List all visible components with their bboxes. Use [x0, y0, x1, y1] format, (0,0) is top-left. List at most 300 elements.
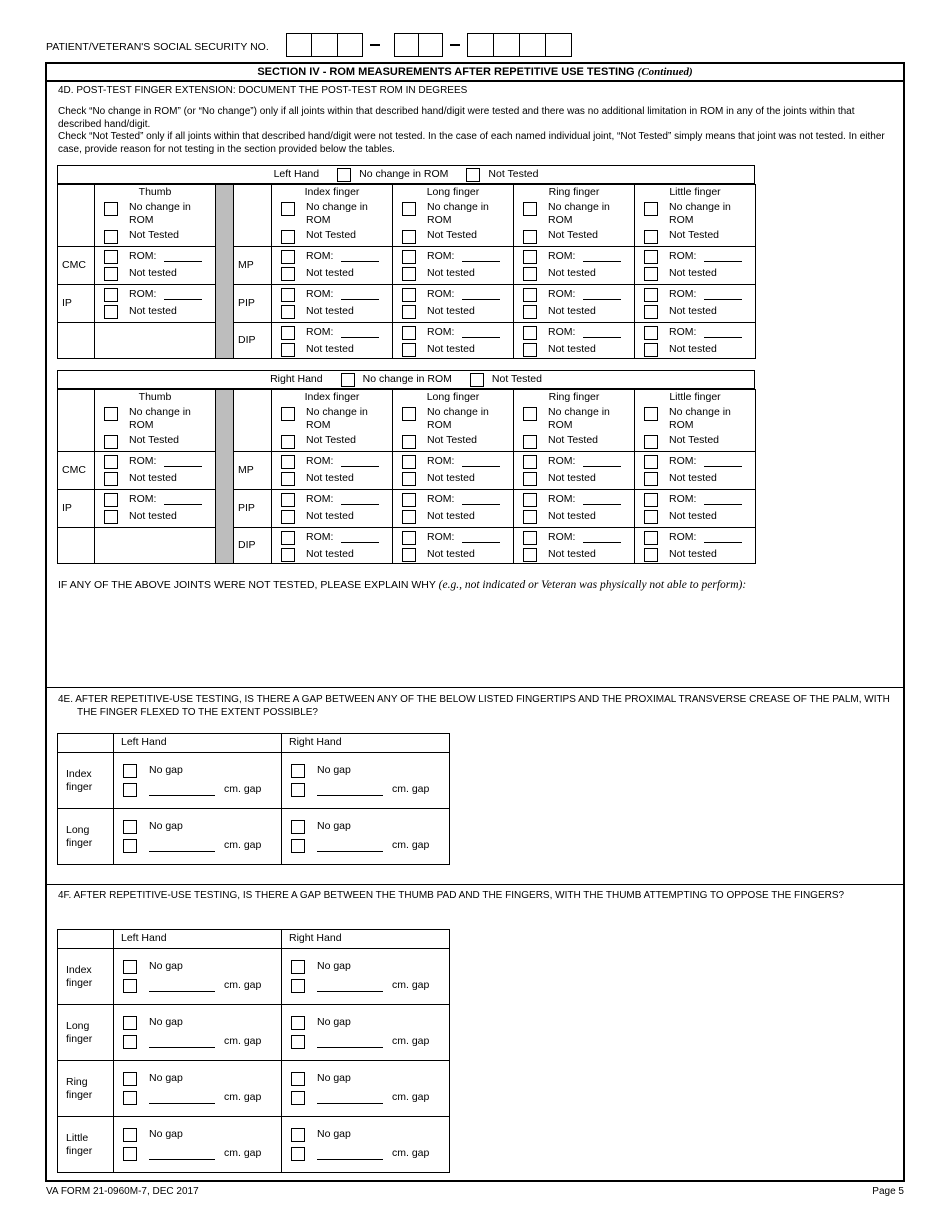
thumb-label: Thumb [138, 186, 172, 198]
rom-cell [272, 452, 393, 490]
joint-not-tested-checkbox[interactable] [523, 343, 537, 357]
rom-checkbox[interactable] [644, 326, 658, 340]
ssn-dash [450, 44, 460, 46]
rom-degrees-field[interactable] [341, 328, 379, 338]
not-tested-row: Not tested [272, 470, 392, 487]
no-change-checkbox[interactable] [281, 407, 295, 421]
rom-checkbox[interactable] [402, 288, 416, 302]
not-tested-row: Not tested [635, 546, 755, 563]
rom-cell [635, 528, 756, 564]
rom-checkbox[interactable] [281, 455, 295, 469]
joint-not-tested-checkbox[interactable] [523, 267, 537, 281]
rom-checkbox[interactable] [523, 493, 537, 507]
rom-row: ROM: [514, 491, 634, 508]
rom-checkbox[interactable] [281, 288, 295, 302]
rom-checkbox[interactable] [523, 250, 537, 264]
cm-gap-field[interactable] [149, 784, 215, 796]
rom-degrees-field[interactable] [462, 457, 500, 467]
rom-row: ROM: [272, 529, 392, 546]
cm-gap-field[interactable] [149, 840, 215, 852]
q4d-instruction-1: Check “No change in ROM” (or “No change”) only if all joints within that described hand/digit were tested and there was no additional limitation in ROM in any of the joints within that described hand/digit. [58, 106, 855, 130]
joint-label-dip: DIP [234, 323, 272, 359]
joint-not-tested-checkbox[interactable] [644, 510, 658, 524]
rom-checkbox[interactable] [644, 493, 658, 507]
gap-cell [114, 949, 282, 1005]
rom-degrees-field[interactable] [583, 290, 621, 300]
not-tested-row: Not tested [95, 303, 215, 320]
cm-gap-checkbox[interactable] [291, 979, 305, 993]
not-tested-row: Not tested [393, 265, 513, 282]
joint-not-tested-checkbox[interactable] [104, 305, 118, 319]
no-gap-option: No gap [282, 1069, 449, 1088]
finger-column [272, 390, 393, 452]
q4f-gap-table [57, 929, 450, 1173]
joint-label-ip: IP [58, 285, 95, 323]
cm-gap-field[interactable] [317, 1092, 383, 1104]
thumb-no-change-checkbox[interactable] [104, 407, 118, 421]
joint-not-tested-checkbox[interactable] [644, 472, 658, 486]
rom-cell [272, 490, 393, 528]
not-tested-row: Not tested [514, 546, 634, 563]
joint-not-tested-checkbox[interactable] [523, 305, 537, 319]
rom-cell [514, 452, 635, 490]
rom-cell [95, 452, 216, 490]
rom-row: ROM: [635, 453, 755, 470]
not-tested-option: Not Tested [514, 434, 634, 449]
no-change-checkbox[interactable] [523, 407, 537, 421]
cm-gap-option: cm. gap [114, 780, 281, 799]
cm-gap-field[interactable] [317, 1036, 383, 1048]
not-tested-row: Not tested [635, 508, 755, 525]
explain-textarea[interactable] [77, 594, 887, 684]
no-gap-checkbox[interactable] [291, 820, 305, 834]
not-tested-row: Not tested [393, 303, 513, 320]
rom-row: ROM: [514, 286, 634, 303]
rom-row: ROM: [95, 286, 215, 303]
no-change-checkbox[interactable] [644, 202, 658, 216]
rom-cell [635, 247, 756, 285]
cm-gap-field[interactable] [317, 980, 383, 992]
no-change-option: No change in ROM [514, 201, 634, 227]
rom-row: ROM: [635, 286, 755, 303]
rom-degrees-field[interactable] [341, 533, 379, 543]
rom-degrees-field[interactable] [583, 495, 621, 505]
rom-checkbox[interactable] [644, 531, 658, 545]
rom-checkbox[interactable] [402, 455, 416, 469]
finger-name: Little finger [669, 391, 721, 403]
rom-cell [393, 323, 514, 359]
not-tested-row: Not tested [635, 303, 755, 320]
no-gap-checkbox[interactable] [123, 820, 137, 834]
cm-gap-field[interactable] [317, 840, 383, 852]
joint-not-tested-checkbox[interactable] [402, 305, 416, 319]
thumb-not-tested-checkbox[interactable] [104, 435, 118, 449]
q4d-instruction-2: Check “Not Tested” only if all joints within that described hand/digit were not tested. In the case of each named individual joint, “Not Tested” simply means that joint was not tested. In either case, provide reason for not testing in the section provided below the tables. [58, 131, 885, 155]
not-tested-checkbox[interactable] [644, 230, 658, 244]
section-title: SECTION IV - ROM MEASUREMENTS AFTER REPETITIVE USE TESTING (Continued) [47, 64, 903, 82]
rom-cell [393, 285, 514, 323]
not-tested-row: Not tested [272, 546, 392, 563]
rom-cell [635, 285, 756, 323]
rom-degrees-field[interactable] [462, 252, 500, 262]
rom-cell [514, 247, 635, 285]
rom-cell [272, 247, 393, 285]
finger-label: Little finger [58, 1117, 114, 1173]
rom-row: ROM: [95, 248, 215, 265]
joint-label-dip: DIP [234, 528, 272, 564]
cm-gap-checkbox[interactable] [123, 979, 137, 993]
rom-row: ROM: [272, 324, 392, 341]
finger-name: Long finger [426, 391, 480, 403]
rom-checkbox[interactable] [402, 531, 416, 545]
thumb-no-change-option: No change in ROM [95, 201, 215, 227]
rom-cell [95, 247, 216, 285]
rom-degrees-field[interactable] [704, 252, 742, 262]
finger-column [393, 390, 514, 452]
rom-degrees-field[interactable] [583, 457, 621, 467]
rom-degrees-field[interactable] [164, 290, 202, 300]
cm-gap-option: cm. gap [114, 1088, 281, 1107]
ssn-area-field[interactable] [286, 33, 363, 57]
no-change-option: No change in ROM [635, 406, 755, 432]
finger-label: Long finger [58, 809, 114, 865]
cm-gap-option: cm. gap [282, 1032, 449, 1051]
thumb-column [95, 185, 216, 247]
finger-column [393, 185, 514, 247]
joint-not-tested-checkbox[interactable] [104, 472, 118, 486]
rom-degrees-field[interactable] [164, 457, 202, 467]
rom-degrees-field[interactable] [341, 495, 379, 505]
rom-row: ROM: [393, 453, 513, 470]
joint-not-tested-checkbox[interactable] [104, 510, 118, 524]
cm-gap-checkbox[interactable] [291, 783, 305, 797]
q4e-title: 4E. AFTER REPETITIVE-USE TESTING, IS THERE A GAP BETWEEN ANY OF THE BELOW LISTED FINGERTIPS AND THE PROXIMAL TRANSVERSE CREASE OF THE PALM, WITH THE FINGER FLEXED TO THE EXTENT POSSIBLE? [58, 694, 890, 718]
rom-row: ROM: [635, 491, 755, 508]
rom-checkbox[interactable] [523, 326, 537, 340]
not-tested-option: Not Tested [514, 229, 634, 244]
rom-row: ROM: [635, 529, 755, 546]
rom-degrees-field[interactable] [341, 290, 379, 300]
joint-not-tested-checkbox[interactable] [281, 548, 295, 562]
rom-checkbox[interactable] [281, 326, 295, 340]
joint-not-tested-checkbox[interactable] [644, 548, 658, 562]
not-tested-row: Not tested [635, 470, 755, 487]
rom-row: ROM: [514, 453, 634, 470]
no-change-option: No change in ROM [272, 406, 392, 432]
rom-cell [514, 528, 635, 564]
rom-checkbox[interactable] [402, 326, 416, 340]
cm-gap-option: cm. gap [282, 836, 449, 855]
rom-degrees-field[interactable] [164, 252, 202, 262]
gap-cell [282, 1117, 450, 1173]
no-gap-checkbox[interactable] [291, 764, 305, 778]
cm-gap-checkbox[interactable] [123, 839, 137, 853]
left-hand-header: Left Hand No change in ROM Not Tested [57, 165, 755, 184]
cm-gap-field[interactable] [149, 1036, 215, 1048]
rom-cell [272, 323, 393, 359]
no-change-option: No change in ROM [393, 201, 513, 227]
no-gap-checkbox[interactable] [123, 1128, 137, 1142]
gap-cell [114, 753, 282, 809]
rom-cell [393, 528, 514, 564]
cm-gap-checkbox[interactable] [291, 1091, 305, 1105]
joint-label-pip: PIP [234, 285, 272, 323]
joint-not-tested-checkbox[interactable] [523, 472, 537, 486]
joint-not-tested-checkbox[interactable] [281, 472, 295, 486]
joint-not-tested-checkbox[interactable] [402, 510, 416, 524]
rom-cell [635, 452, 756, 490]
cm-gap-field[interactable] [317, 784, 383, 796]
separator [216, 185, 234, 359]
joint-not-tested-checkbox[interactable] [644, 343, 658, 357]
thumb-no-change-checkbox[interactable] [104, 202, 118, 216]
not-tested-row: Not tested [393, 470, 513, 487]
rom-cell [514, 285, 635, 323]
rom-checkbox[interactable] [523, 455, 537, 469]
not-tested-checkbox[interactable] [523, 230, 537, 244]
rom-row: ROM: [635, 248, 755, 265]
not-tested-row: Not tested [95, 265, 215, 282]
rom-cell [635, 323, 756, 359]
finger-name: Long finger [426, 186, 480, 198]
no-change-option: No change in ROM [272, 201, 392, 227]
rom-degrees-field[interactable] [583, 252, 621, 262]
joint-label-cmc: CMC [58, 247, 95, 285]
rom-degrees-field[interactable] [704, 457, 742, 467]
no-gap-option: No gap [282, 957, 449, 976]
rom-row: ROM: [514, 248, 634, 265]
cm-gap-option: cm. gap [114, 1032, 281, 1051]
finger-column [272, 185, 393, 247]
rom-checkbox[interactable] [104, 493, 118, 507]
rom-cell [635, 490, 756, 528]
rom-cell [514, 490, 635, 528]
rom-row: ROM: [272, 248, 392, 265]
right-hand-not-tested-checkbox[interactable] [470, 373, 484, 387]
no-gap-checkbox[interactable] [123, 1072, 137, 1086]
ssn-label: PATIENT/VETERAN'S SOCIAL SECURITY NO. [46, 41, 269, 53]
cm-gap-checkbox[interactable] [123, 1091, 137, 1105]
rom-cell [272, 285, 393, 323]
not-tested-option: Not Tested [272, 229, 392, 244]
cm-gap-checkbox[interactable] [291, 1147, 305, 1161]
joint-label-pip: PIP [234, 490, 272, 528]
rom-checkbox[interactable] [644, 455, 658, 469]
joint-not-tested-checkbox[interactable] [644, 305, 658, 319]
thumb-not-tested-option: Not Tested [95, 434, 215, 449]
cm-gap-checkbox[interactable] [291, 839, 305, 853]
rom-row: ROM: [514, 529, 634, 546]
not-tested-row: Not tested [514, 341, 634, 358]
rom-checkbox[interactable] [523, 288, 537, 302]
cm-gap-option: cm. gap [282, 976, 449, 995]
rom-degrees-field[interactable] [462, 328, 500, 338]
rom-degrees-field[interactable] [583, 328, 621, 338]
no-gap-checkbox[interactable] [123, 960, 137, 974]
not-tested-option: Not Tested [272, 434, 392, 449]
rom-checkbox[interactable] [402, 493, 416, 507]
not-tested-checkbox[interactable] [523, 435, 537, 449]
rom-checkbox[interactable] [644, 288, 658, 302]
finger-name: Ring finger [548, 391, 600, 403]
rom-checkbox[interactable] [104, 455, 118, 469]
thumb-label: Thumb [138, 391, 172, 403]
finger-label: Index finger [58, 753, 114, 809]
rom-degrees-field[interactable] [583, 533, 621, 543]
no-gap-option: No gap [114, 1069, 281, 1088]
rom-row: ROM: [95, 453, 215, 470]
rom-degrees-field[interactable] [704, 328, 742, 338]
left-hand-header: Left Hand [114, 930, 282, 949]
not-tested-checkbox[interactable] [402, 230, 416, 244]
cm-gap-field[interactable] [149, 1148, 215, 1160]
rom-degrees-field[interactable] [462, 495, 500, 505]
rom-row: ROM: [393, 286, 513, 303]
rom-row: ROM: [635, 324, 755, 341]
rom-checkbox[interactable] [281, 250, 295, 264]
no-gap-checkbox[interactable] [291, 1016, 305, 1030]
q4f-title: 4F. AFTER REPETITIVE-USE TESTING, IS THERE A GAP BETWEEN THE THUMB PAD AND THE FINGERS, WITH THE THUMB ATTEMPTING TO OPPOSE THE FINGERS? [58, 890, 845, 901]
right-hand-header: Right Hand No change in ROM Not Tested [57, 370, 755, 389]
gap-cell [114, 1061, 282, 1117]
left-hand-no-change-checkbox[interactable] [337, 168, 351, 182]
finger-column [514, 390, 635, 452]
left-hand-header: Left Hand [114, 734, 282, 753]
rom-row: ROM: [393, 491, 513, 508]
no-change-checkbox[interactable] [523, 202, 537, 216]
not-tested-row: Not tested [393, 546, 513, 563]
gap-cell [114, 809, 282, 865]
not-tested-checkbox[interactable] [644, 435, 658, 449]
joint-not-tested-checkbox[interactable] [523, 548, 537, 562]
finger-column [635, 390, 756, 452]
rom-row: ROM: [272, 491, 392, 508]
page-number: Page 5 [872, 1186, 904, 1197]
thumb-column [95, 390, 216, 452]
rom-checkbox[interactable] [104, 250, 118, 264]
not-tested-row: Not tested [514, 470, 634, 487]
no-gap-checkbox[interactable] [291, 1128, 305, 1142]
not-tested-row: Not tested [393, 341, 513, 358]
joint-not-tested-checkbox[interactable] [402, 472, 416, 486]
rom-degrees-field[interactable] [341, 457, 379, 467]
joint-not-tested-checkbox[interactable] [281, 510, 295, 524]
no-change-option: No change in ROM [393, 406, 513, 432]
finger-name: Ring finger [548, 186, 600, 198]
rom-row: ROM: [393, 248, 513, 265]
gap-cell [282, 809, 450, 865]
joint-not-tested-checkbox[interactable] [104, 267, 118, 281]
right-hand-no-change-checkbox[interactable] [341, 373, 355, 387]
joint-not-tested-checkbox[interactable] [402, 548, 416, 562]
cm-gap-field[interactable] [149, 980, 215, 992]
joint-label-mp: MP [234, 452, 272, 490]
cm-gap-option: cm. gap [282, 780, 449, 799]
gap-cell [114, 1005, 282, 1061]
rom-checkbox[interactable] [402, 250, 416, 264]
joint-not-tested-checkbox[interactable] [281, 267, 295, 281]
rom-cell [272, 528, 393, 564]
rom-degrees-field[interactable] [704, 495, 742, 505]
explain-prompt: IF ANY OF THE ABOVE JOINTS WERE NOT TESTED, PLEASE EXPLAIN WHY (e.g., not indicated or Veteran was physically not able to perform): [58, 579, 747, 591]
left-hand-not-tested-checkbox[interactable] [466, 168, 480, 182]
rom-checkbox[interactable] [644, 250, 658, 264]
joint-not-tested-checkbox[interactable] [402, 343, 416, 357]
thumb-not-tested-checkbox[interactable] [104, 230, 118, 244]
rom-checkbox[interactable] [104, 288, 118, 302]
ssn-group-field[interactable] [394, 33, 443, 57]
joint-not-tested-checkbox[interactable] [402, 267, 416, 281]
rom-cell [393, 247, 514, 285]
cm-gap-checkbox[interactable] [123, 1147, 137, 1161]
no-change-checkbox[interactable] [644, 407, 658, 421]
no-gap-checkbox[interactable] [123, 764, 137, 778]
rom-degrees-field[interactable] [704, 533, 742, 543]
cm-gap-checkbox[interactable] [123, 783, 137, 797]
joint-not-tested-checkbox[interactable] [281, 305, 295, 319]
cm-gap-checkbox[interactable] [291, 1035, 305, 1049]
no-gap-option: No gap [114, 817, 281, 836]
rom-cell [95, 285, 216, 323]
rom-row: ROM: [272, 286, 392, 303]
rom-degrees-field[interactable] [462, 290, 500, 300]
finger-label: Long finger [58, 1005, 114, 1061]
no-change-checkbox[interactable] [402, 202, 416, 216]
finger-label: Ring finger [58, 1061, 114, 1117]
not-tested-row: Not tested [514, 508, 634, 525]
cm-gap-option: cm. gap [282, 1144, 449, 1163]
rom-degrees-field[interactable] [462, 533, 500, 543]
not-tested-row: Not tested [272, 341, 392, 358]
rom-cell [95, 490, 216, 528]
separator [216, 390, 234, 564]
no-gap-checkbox[interactable] [123, 1016, 137, 1030]
rom-degrees-field[interactable] [164, 495, 202, 505]
not-tested-row: Not tested [95, 508, 215, 525]
not-tested-row: Not tested [635, 341, 755, 358]
joint-not-tested-checkbox[interactable] [281, 343, 295, 357]
cm-gap-checkbox[interactable] [123, 1035, 137, 1049]
not-tested-row: Not tested [95, 470, 215, 487]
no-gap-checkbox[interactable] [291, 1072, 305, 1086]
rom-checkbox[interactable] [281, 531, 295, 545]
no-change-checkbox[interactable] [281, 202, 295, 216]
gap-cell [282, 1005, 450, 1061]
rom-degrees-field[interactable] [704, 290, 742, 300]
joint-not-tested-checkbox[interactable] [523, 510, 537, 524]
no-change-checkbox[interactable] [402, 407, 416, 421]
not-tested-checkbox[interactable] [402, 435, 416, 449]
cm-gap-field[interactable] [149, 1092, 215, 1104]
right-hand-header: Right Hand [282, 734, 450, 753]
finger-name: Index finger [304, 186, 360, 198]
no-gap-option: No gap [282, 817, 449, 836]
not-tested-checkbox[interactable] [281, 435, 295, 449]
ssn-serial-field[interactable] [467, 33, 572, 57]
joint-not-tested-checkbox[interactable] [644, 267, 658, 281]
not-tested-checkbox[interactable] [281, 230, 295, 244]
cm-gap-field[interactable] [317, 1148, 383, 1160]
no-gap-checkbox[interactable] [291, 960, 305, 974]
rom-checkbox[interactable] [281, 493, 295, 507]
divider [47, 884, 903, 885]
not-tested-row: Not tested [514, 303, 634, 320]
rom-row: ROM: [393, 529, 513, 546]
rom-checkbox[interactable] [523, 531, 537, 545]
divider [47, 687, 903, 688]
rom-degrees-field[interactable] [341, 252, 379, 262]
q4d-title: 4D. POST-TEST FINGER EXTENSION: DOCUMENT THE POST-TEST ROM IN DEGREES [58, 85, 468, 96]
